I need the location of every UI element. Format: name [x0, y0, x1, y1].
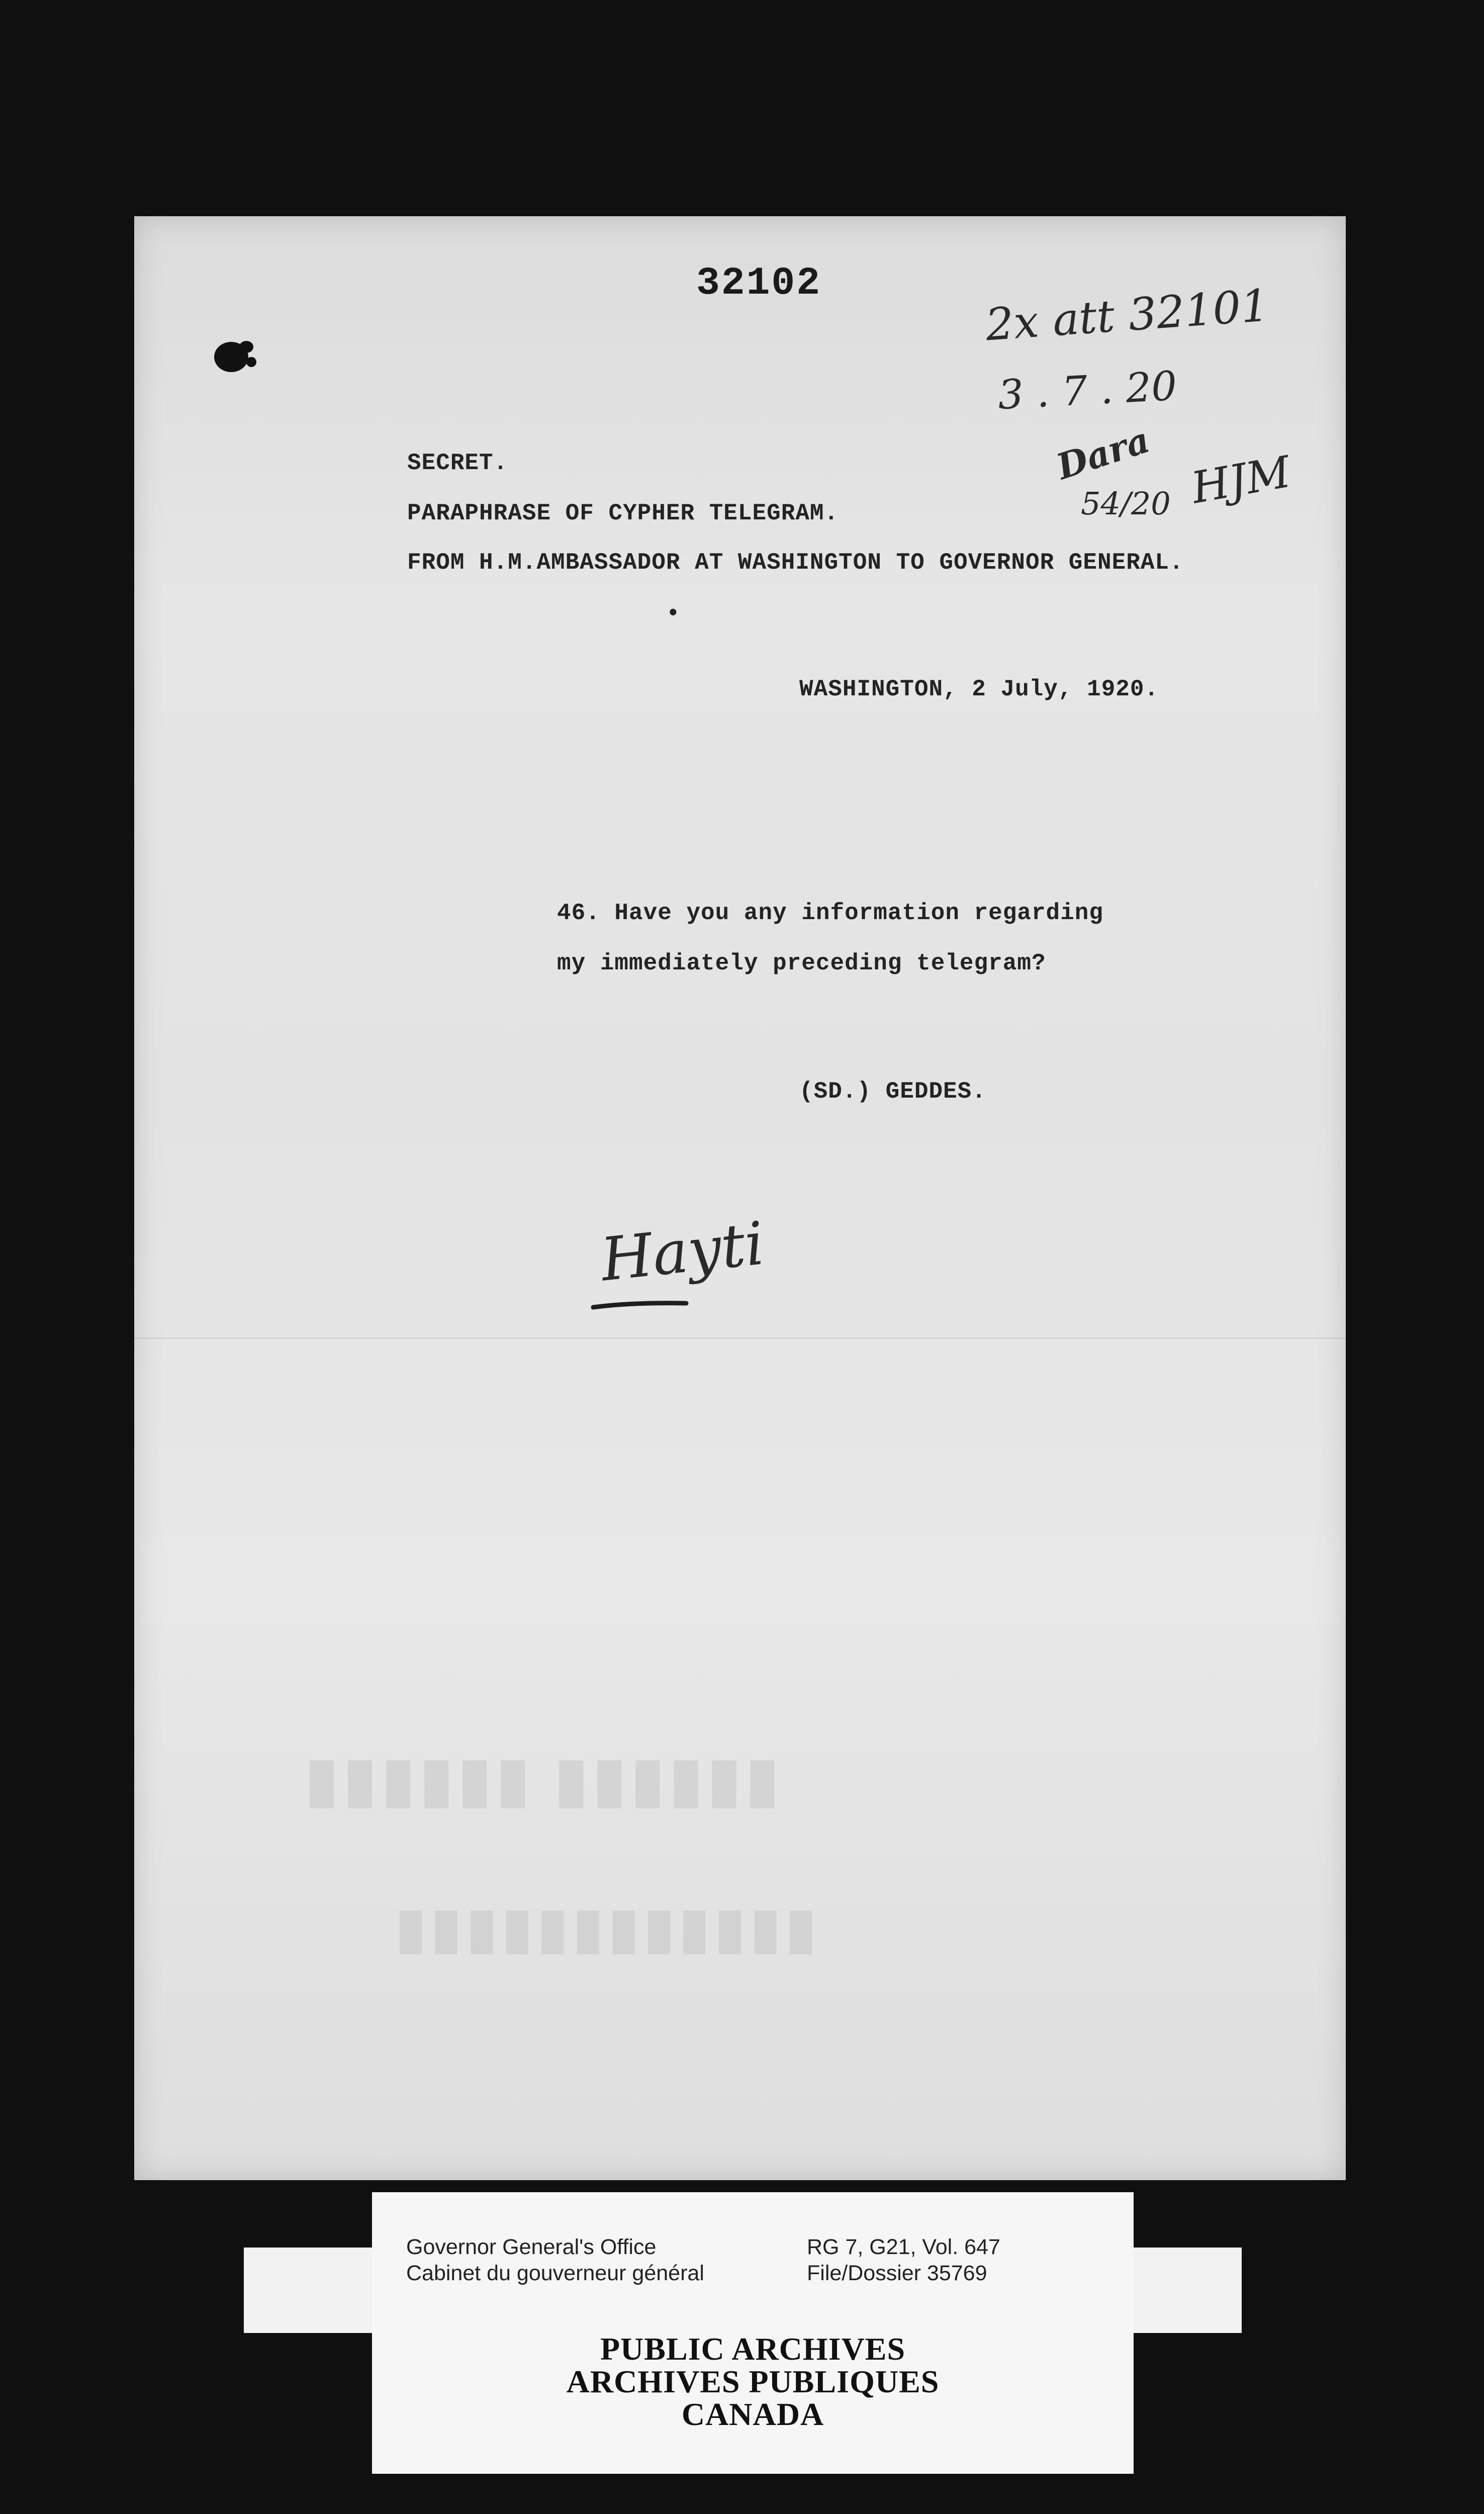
archive-record-group: RG 7, G21, Vol. 647 [807, 2235, 1000, 2259]
stamp-number: 32102 [696, 261, 822, 306]
archive-file-number: File/Dossier 35769 [807, 2261, 987, 2285]
handwritten-underline [591, 1297, 691, 1312]
handwritten-date: 3 . 7 . 20 [996, 362, 1178, 419]
place-date: WASHINGTON, 2 July, 1920. [799, 676, 1159, 702]
ink-blot-mark [206, 332, 261, 377]
signature: (SD.) GEDDES. [799, 1079, 986, 1105]
classification: SECRET. [407, 450, 508, 476]
handwritten-initials: HJM [1187, 446, 1294, 514]
archive-title-en: PUBLIC ARCHIVES [600, 2331, 906, 2367]
message-line-1: 46. Have you any information regarding [557, 900, 1103, 926]
label-bar-right [1131, 2248, 1242, 2333]
bleed-through-mark: ▮▮▮▮▮▮ ▮▮▮▮▮▮ [305, 1746, 784, 1813]
bleed-through-mark: ▮▮▮▮▮▮▮▮▮▮▮▮ [396, 1898, 821, 1959]
bullet-dot: • [666, 601, 681, 627]
from-to-line: FROM H.M.AMBASSADOR AT WASHINGTON TO GOVERNOR GENERAL. [407, 550, 1184, 576]
handwritten-reference: 2x att 32101 [984, 279, 1271, 351]
label-bar-left [244, 2248, 375, 2333]
archive-label [372, 2192, 1134, 2474]
archive-country: CANADA [681, 2396, 824, 2432]
message-line-2: my immediately preceding telegram? [557, 950, 1046, 976]
fold-line [134, 1337, 1346, 1339]
handwritten-fraction: 54/20 [1081, 485, 1171, 522]
handwritten-note: Hayti [597, 1208, 768, 1295]
handwritten-dara: Dara [1051, 418, 1155, 488]
archive-office-fr: Cabinet du gouverneur général [406, 2261, 704, 2285]
archive-title-fr: ARCHIVES PUBLIQUES [566, 2364, 940, 2399]
doc-type: PARAPHRASE OF CYPHER TELEGRAM. [407, 500, 839, 526]
archive-office-en: Governor General's Office [406, 2235, 657, 2259]
